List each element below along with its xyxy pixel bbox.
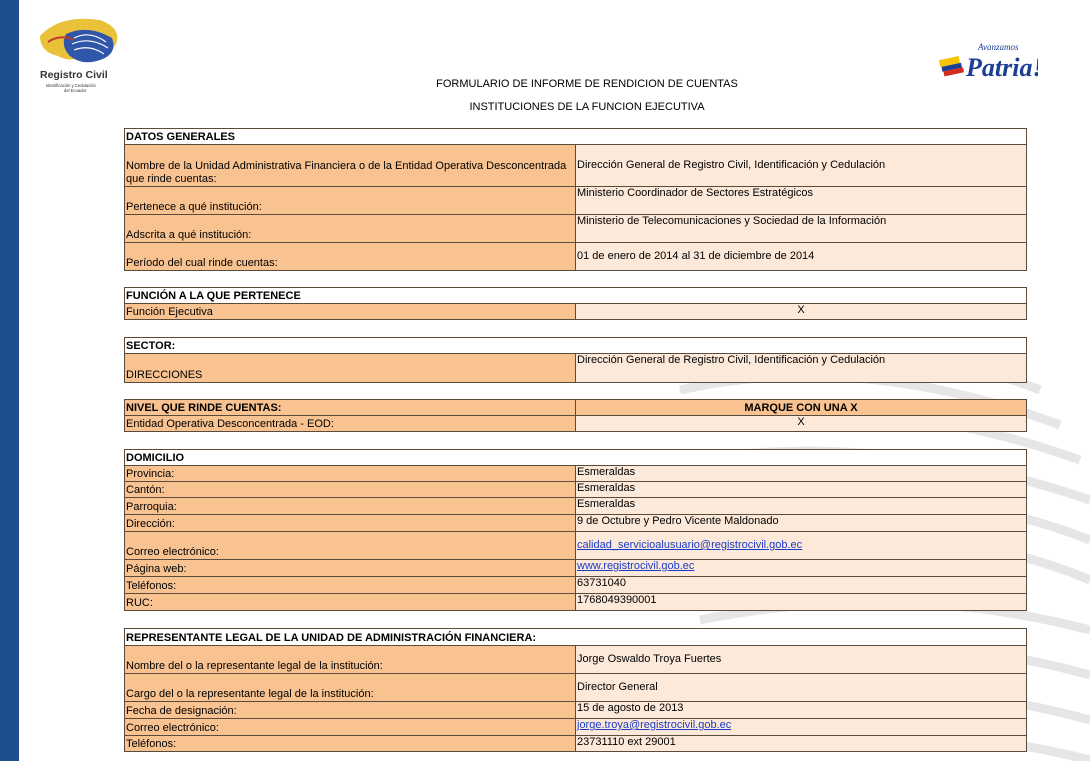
field-label: Entidad Operativa Desconcentrada - EOD:	[125, 416, 576, 432]
registro-civil-logo	[30, 14, 130, 104]
field-value: Esmeraldas	[576, 498, 1027, 515]
section-title: DATOS GENERALES	[125, 129, 1027, 145]
field-label: RUC:	[125, 594, 576, 611]
column-header: MARQUE CON UNA X	[576, 400, 1027, 416]
form-subtitle: INSTITUCIONES DE LA FUNCION EJECUTIVA	[469, 101, 705, 113]
logo-small-text: Avanzamos	[978, 42, 1019, 52]
domicilio-table	[124, 449, 1027, 611]
logo-sub2: del Ecuador	[64, 88, 87, 93]
field-label: Adscrita a qué institución:	[125, 215, 576, 243]
email-link[interactable]: calidad_servicioalusuario@registrocivil.gob.ec	[577, 539, 803, 551]
nivel-table	[124, 399, 1027, 432]
field-value: Director General	[576, 674, 1027, 702]
logo-sub1: Identificación y Cedulación	[46, 83, 96, 88]
checkbox-mark[interactable]: X	[576, 304, 1027, 320]
checkbox-mark[interactable]: X	[576, 416, 1027, 432]
form-title: FORMULARIO DE INFORME DE RENDICION DE CUENTAS	[436, 78, 738, 90]
left-blue-bar	[0, 0, 19, 761]
field-label: Correo electrónico:	[125, 532, 576, 560]
field-label: Nombre del o la representante legal de la institución:	[125, 646, 576, 674]
field-label: Cantón:	[125, 482, 576, 498]
field-value: 23731110 ext 29001	[576, 736, 1027, 752]
field-value: Jorge Oswaldo Troya Fuertes	[576, 646, 1027, 674]
field-value: 9 de Octubre y Pedro Vicente Maldonado	[576, 515, 1027, 532]
field-label: Correo electrónico:	[125, 719, 576, 736]
field-label: Dirección:	[125, 515, 576, 532]
field-label: Función Ejecutiva	[125, 304, 576, 320]
email-link[interactable]: jorge.troya@registrocivil.gob.ec	[577, 719, 732, 731]
field-label: Cargo del o la representante legal de la institución:	[125, 674, 576, 702]
section-title: NIVEL QUE RINDE CUENTAS:	[125, 400, 576, 416]
section-title: REPRESENTANTE LEGAL DE LA UNIDAD DE ADMINISTRACIÓN FINANCIERA:	[125, 629, 1027, 646]
section-title: SECTOR:	[125, 338, 1027, 354]
field-value: 15 de agosto de 2013	[576, 702, 1027, 719]
field-value: Ministerio de Telecomunicaciones y Sociedad de la Información	[576, 215, 1027, 243]
logo-name: Registro Civil	[40, 69, 108, 81]
datos-generales-table	[124, 128, 1027, 271]
funcion-table	[124, 287, 1027, 320]
logo-big-text: Patria!	[966, 53, 1038, 82]
sector-table	[124, 337, 1027, 383]
field-label: Teléfonos:	[125, 577, 576, 594]
field-label: Teléfonos:	[125, 736, 576, 752]
field-label: Parroquia:	[125, 498, 576, 515]
field-label: Provincia:	[125, 466, 576, 482]
field-label: Nombre de la Unidad Administrativa Financiera o de la Entidad Operativa Desconcentrada que rinde cuentas:	[125, 145, 576, 187]
section-title: FUNCIÓN A LA QUE PERTENECE	[125, 288, 1027, 304]
field-label: Período del cual rinde cuentas:	[125, 243, 576, 271]
field-value: 63731040	[576, 577, 1027, 594]
field-label: Página web:	[125, 560, 576, 577]
field-value: Ministerio Coordinador de Sectores Estratégicos	[576, 187, 1027, 215]
field-value: Esmeraldas	[576, 466, 1027, 482]
field-value: Dirección General de Registro Civil, Identificación y Cedulación	[576, 145, 1027, 187]
section-title: DOMICILIO	[125, 450, 1027, 466]
field-label: Pertenece a qué institución:	[125, 187, 576, 215]
representante-table	[124, 628, 1027, 752]
field-value: 1768049390001	[576, 594, 1027, 611]
field-value: Esmeraldas	[576, 482, 1027, 498]
field-value: 01 de enero de 2014 al 31 de diciembre de 2014	[576, 243, 1027, 271]
field-value: Dirección General de Registro Civil, Identificación y Cedulación	[576, 354, 1027, 383]
website-link[interactable]: www.registrocivil.gob.ec	[577, 560, 695, 572]
field-label: Fecha de designación:	[125, 702, 576, 719]
field-label: DIRECCIONES	[125, 354, 576, 383]
